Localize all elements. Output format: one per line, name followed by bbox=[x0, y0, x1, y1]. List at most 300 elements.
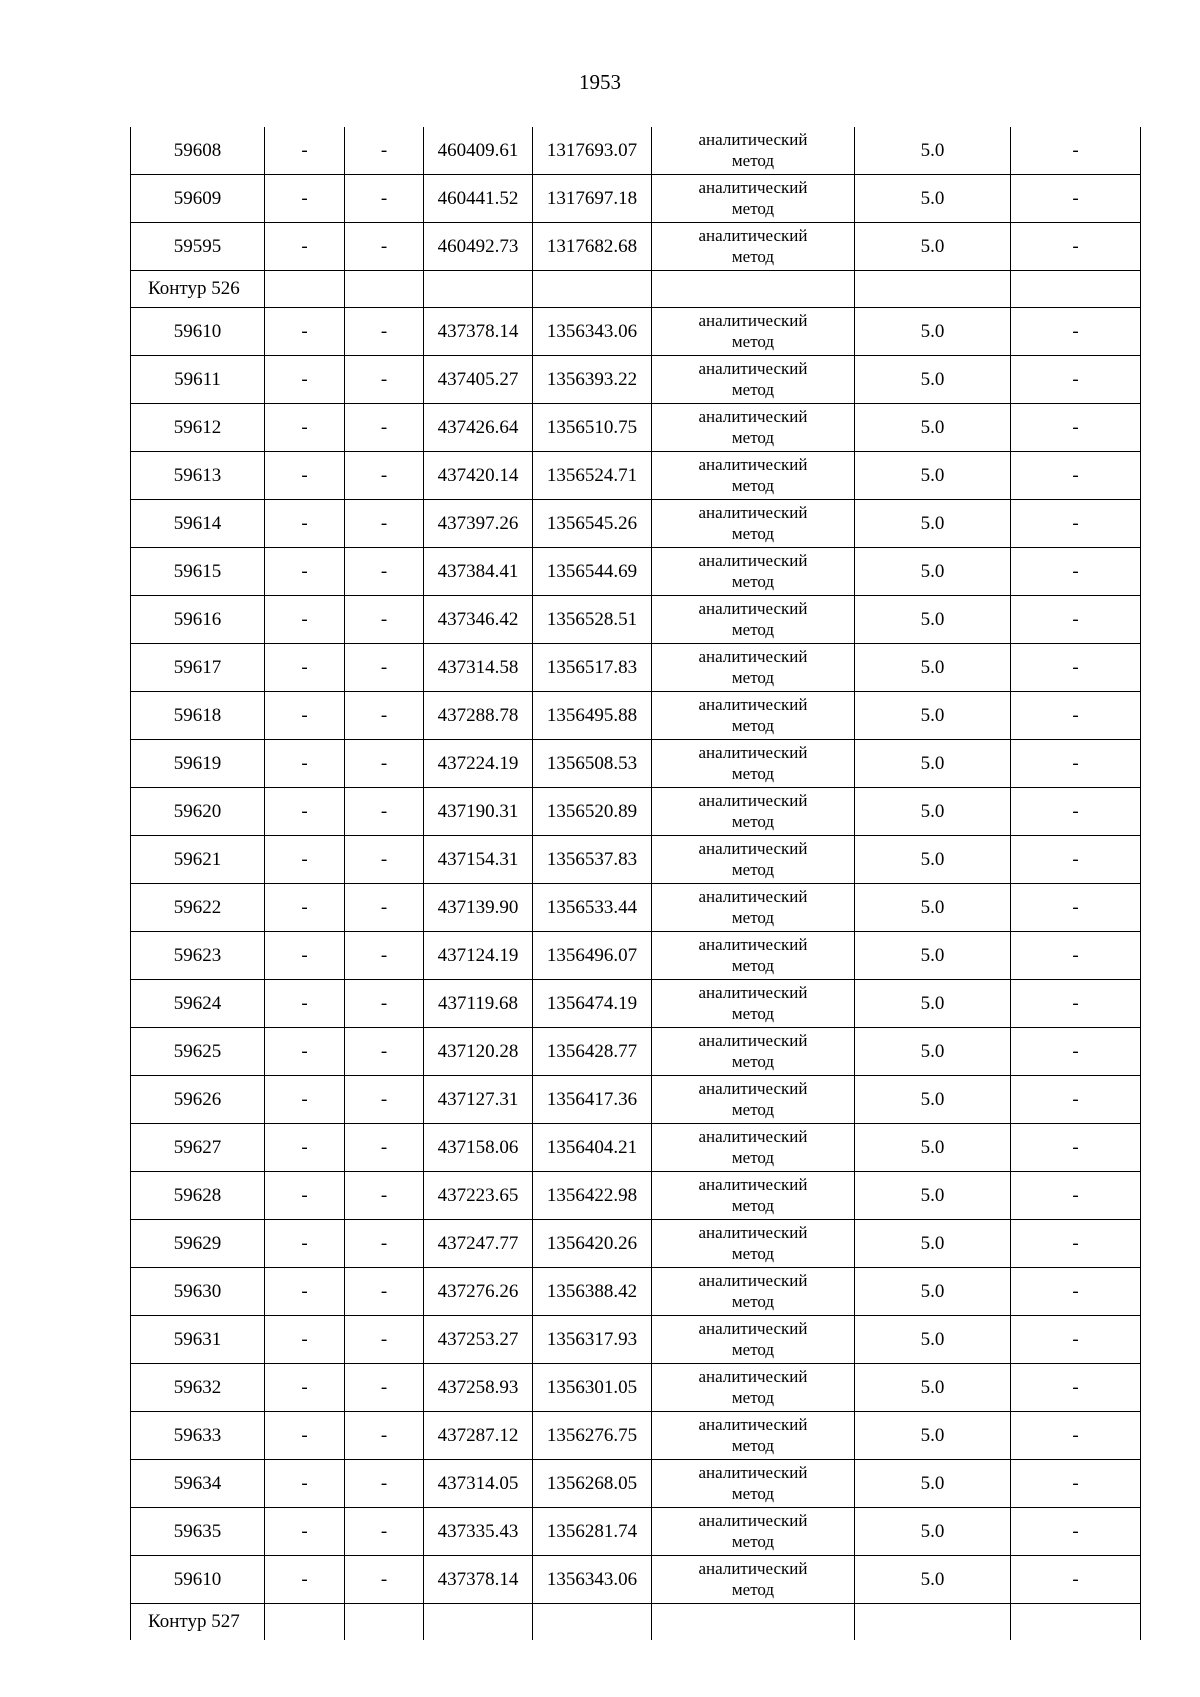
method-line: аналитический bbox=[698, 503, 808, 522]
table-row bbox=[131, 1172, 1141, 1220]
method-line: метод bbox=[731, 1052, 775, 1071]
method-line: метод bbox=[731, 428, 775, 447]
accuracy-cell: 5.0 bbox=[855, 1268, 1011, 1316]
y-coordinate-cell: 1356317.93 bbox=[533, 1316, 652, 1364]
column-3-cell: - bbox=[345, 404, 424, 452]
method-line: аналитический bbox=[698, 935, 808, 954]
column-8-cell: - bbox=[1011, 1172, 1141, 1220]
accuracy-cell: 5.0 bbox=[855, 644, 1011, 692]
method-line: метод bbox=[731, 1148, 775, 1167]
method-cell bbox=[652, 740, 855, 788]
method-line: аналитический bbox=[698, 1511, 808, 1530]
method-line: аналитический bbox=[698, 407, 808, 426]
point-number-cell: 59633 bbox=[131, 1412, 265, 1460]
column-2-cell: - bbox=[265, 223, 345, 271]
column-8-cell: - bbox=[1011, 980, 1141, 1028]
column-3-cell: - bbox=[345, 1220, 424, 1268]
method-cell bbox=[652, 223, 855, 271]
table-row bbox=[131, 404, 1141, 452]
column-2-cell: - bbox=[265, 1076, 345, 1124]
point-number-cell: 59615 bbox=[131, 548, 265, 596]
column-2-cell: - bbox=[265, 740, 345, 788]
column-8-cell: - bbox=[1011, 1364, 1141, 1412]
column-2-cell: - bbox=[265, 356, 345, 404]
column-8-cell: - bbox=[1011, 884, 1141, 932]
column-3-cell: - bbox=[345, 452, 424, 500]
y-coordinate-cell: 1356474.19 bbox=[533, 980, 652, 1028]
column-3-cell: - bbox=[345, 1268, 424, 1316]
method-line: метод bbox=[731, 1388, 775, 1407]
accuracy-cell: 5.0 bbox=[855, 308, 1011, 356]
column-2-cell: - bbox=[265, 548, 345, 596]
column-8-cell: - bbox=[1011, 932, 1141, 980]
accuracy-cell: 5.0 bbox=[855, 1172, 1011, 1220]
point-number-cell: 59635 bbox=[131, 1508, 265, 1556]
method-line: метод bbox=[731, 199, 775, 218]
method-line: аналитический bbox=[698, 599, 808, 618]
x-coordinate-cell: 437314.05 bbox=[424, 1460, 533, 1508]
method-line: метод bbox=[731, 476, 775, 495]
contour-row bbox=[131, 271, 1141, 308]
method-line: метод bbox=[731, 956, 775, 975]
y-coordinate-cell: 1356510.75 bbox=[533, 404, 652, 452]
table-row bbox=[131, 1556, 1141, 1604]
method-line: аналитический bbox=[698, 887, 808, 906]
table-row bbox=[131, 932, 1141, 980]
method-line: аналитический bbox=[698, 226, 808, 245]
y-coordinate-cell: 1356533.44 bbox=[533, 884, 652, 932]
table-row bbox=[131, 836, 1141, 884]
method-cell bbox=[652, 788, 855, 836]
column-2-cell: - bbox=[265, 932, 345, 980]
column-8-cell: - bbox=[1011, 1508, 1141, 1556]
table-row bbox=[131, 596, 1141, 644]
table-row bbox=[131, 1220, 1141, 1268]
column-2-cell: - bbox=[265, 1460, 345, 1508]
column-3-cell: - bbox=[345, 223, 424, 271]
column-8-cell: - bbox=[1011, 404, 1141, 452]
accuracy-cell: 5.0 bbox=[855, 1412, 1011, 1460]
column-3-cell: - bbox=[345, 175, 424, 223]
empty-cell bbox=[533, 1604, 652, 1641]
y-coordinate-cell: 1356495.88 bbox=[533, 692, 652, 740]
point-number-cell: 59622 bbox=[131, 884, 265, 932]
x-coordinate-cell: 437346.42 bbox=[424, 596, 533, 644]
method-line: аналитический bbox=[698, 743, 808, 762]
column-2-cell: - bbox=[265, 836, 345, 884]
y-coordinate-cell: 1356422.98 bbox=[533, 1172, 652, 1220]
column-3-cell: - bbox=[345, 788, 424, 836]
column-2-cell: - bbox=[265, 175, 345, 223]
method-line: метод bbox=[731, 1340, 775, 1359]
method-line: аналитический bbox=[698, 1319, 808, 1338]
method-line: метод bbox=[731, 332, 775, 351]
y-coordinate-cell: 1356268.05 bbox=[533, 1460, 652, 1508]
column-2-cell: - bbox=[265, 692, 345, 740]
method-cell bbox=[652, 1220, 855, 1268]
method-line: метод bbox=[731, 1436, 775, 1455]
x-coordinate-cell: 437397.26 bbox=[424, 500, 533, 548]
method-cell bbox=[652, 836, 855, 884]
table-row bbox=[131, 1268, 1141, 1316]
column-2-cell: - bbox=[265, 1508, 345, 1556]
y-coordinate-cell: 1317693.07 bbox=[533, 127, 652, 175]
empty-cell bbox=[345, 1604, 424, 1641]
method-cell bbox=[652, 1556, 855, 1604]
method-line: аналитический bbox=[698, 839, 808, 858]
accuracy-cell: 5.0 bbox=[855, 884, 1011, 932]
empty-cell bbox=[652, 271, 855, 308]
accuracy-cell: 5.0 bbox=[855, 1124, 1011, 1172]
column-2-cell: - bbox=[265, 1028, 345, 1076]
column-3-cell: - bbox=[345, 884, 424, 932]
method-cell bbox=[652, 452, 855, 500]
column-8-cell: - bbox=[1011, 1556, 1141, 1604]
x-coordinate-cell: 437139.90 bbox=[424, 884, 533, 932]
column-8-cell: - bbox=[1011, 596, 1141, 644]
method-cell bbox=[652, 1364, 855, 1412]
method-cell bbox=[652, 1124, 855, 1172]
y-coordinate-cell: 1356545.26 bbox=[533, 500, 652, 548]
method-cell bbox=[652, 644, 855, 692]
column-3-cell: - bbox=[345, 596, 424, 644]
method-line: аналитический bbox=[698, 791, 808, 810]
table-row bbox=[131, 1124, 1141, 1172]
point-number-cell: 59610 bbox=[131, 1556, 265, 1604]
method-cell bbox=[652, 932, 855, 980]
point-number-cell: 59627 bbox=[131, 1124, 265, 1172]
column-2-cell: - bbox=[265, 500, 345, 548]
x-coordinate-cell: 437405.27 bbox=[424, 356, 533, 404]
column-8-cell: - bbox=[1011, 740, 1141, 788]
column-2-cell: - bbox=[265, 884, 345, 932]
x-coordinate-cell: 437119.68 bbox=[424, 980, 533, 1028]
method-line: метод bbox=[731, 247, 775, 266]
column-2-cell: - bbox=[265, 1316, 345, 1364]
method-line: метод bbox=[731, 668, 775, 687]
x-coordinate-cell: 437288.78 bbox=[424, 692, 533, 740]
method-line: аналитический bbox=[698, 1271, 808, 1290]
point-number-cell: 59624 bbox=[131, 980, 265, 1028]
column-3-cell: - bbox=[345, 1556, 424, 1604]
x-coordinate-cell: 437287.12 bbox=[424, 1412, 533, 1460]
method-cell bbox=[652, 127, 855, 175]
x-coordinate-cell: 437378.14 bbox=[424, 308, 533, 356]
column-3-cell: - bbox=[345, 308, 424, 356]
y-coordinate-cell: 1356428.77 bbox=[533, 1028, 652, 1076]
y-coordinate-cell: 1317697.18 bbox=[533, 175, 652, 223]
accuracy-cell: 5.0 bbox=[855, 740, 1011, 788]
point-number-cell: 59617 bbox=[131, 644, 265, 692]
method-cell bbox=[652, 1460, 855, 1508]
method-line: метод bbox=[731, 764, 775, 783]
method-line: метод bbox=[731, 1244, 775, 1263]
empty-cell bbox=[345, 271, 424, 308]
x-coordinate-cell: 437253.27 bbox=[424, 1316, 533, 1364]
point-number-cell: 59614 bbox=[131, 500, 265, 548]
method-line: метод bbox=[731, 1004, 775, 1023]
accuracy-cell: 5.0 bbox=[855, 1076, 1011, 1124]
method-line: аналитический bbox=[698, 178, 808, 197]
column-3-cell: - bbox=[345, 1076, 424, 1124]
accuracy-cell: 5.0 bbox=[855, 1364, 1011, 1412]
point-number-cell: 59626 bbox=[131, 1076, 265, 1124]
column-2-cell: - bbox=[265, 1124, 345, 1172]
column-8-cell: - bbox=[1011, 308, 1141, 356]
method-line: метод bbox=[731, 908, 775, 927]
method-line: метод bbox=[731, 1100, 775, 1119]
empty-cell bbox=[855, 1604, 1011, 1641]
x-coordinate-cell: 437335.43 bbox=[424, 1508, 533, 1556]
y-coordinate-cell: 1356420.26 bbox=[533, 1220, 652, 1268]
empty-cell bbox=[424, 271, 533, 308]
empty-cell bbox=[265, 271, 345, 308]
method-line: аналитический bbox=[698, 1079, 808, 1098]
column-8-cell: - bbox=[1011, 788, 1141, 836]
point-number-cell: 59608 bbox=[131, 127, 265, 175]
column-3-cell: - bbox=[345, 692, 424, 740]
column-8-cell: - bbox=[1011, 644, 1141, 692]
column-8-cell: - bbox=[1011, 127, 1141, 175]
point-number-cell: 59616 bbox=[131, 596, 265, 644]
column-3-cell: - bbox=[345, 1316, 424, 1364]
accuracy-cell: 5.0 bbox=[855, 1460, 1011, 1508]
x-coordinate-cell: 437378.14 bbox=[424, 1556, 533, 1604]
table-row bbox=[131, 644, 1141, 692]
column-8-cell: - bbox=[1011, 548, 1141, 596]
point-number-cell: 59634 bbox=[131, 1460, 265, 1508]
x-coordinate-cell: 437426.64 bbox=[424, 404, 533, 452]
coordinates-table-body bbox=[131, 127, 1141, 1640]
empty-cell bbox=[855, 271, 1011, 308]
table-row bbox=[131, 884, 1141, 932]
point-number-cell: 59618 bbox=[131, 692, 265, 740]
table-row bbox=[131, 1076, 1141, 1124]
x-coordinate-cell: 460409.61 bbox=[424, 127, 533, 175]
page-number: 1953 bbox=[579, 70, 621, 94]
column-3-cell: - bbox=[345, 644, 424, 692]
column-8-cell: - bbox=[1011, 836, 1141, 884]
point-number-cell: 59620 bbox=[131, 788, 265, 836]
column-3-cell: - bbox=[345, 548, 424, 596]
method-line: метод bbox=[731, 1532, 775, 1551]
x-coordinate-cell: 437154.31 bbox=[424, 836, 533, 884]
table-row bbox=[131, 500, 1141, 548]
y-coordinate-cell: 1356544.69 bbox=[533, 548, 652, 596]
column-8-cell: - bbox=[1011, 692, 1141, 740]
column-3-cell: - bbox=[345, 836, 424, 884]
column-8-cell: - bbox=[1011, 1316, 1141, 1364]
method-line: метод bbox=[731, 860, 775, 879]
accuracy-cell: 5.0 bbox=[855, 404, 1011, 452]
point-number-cell: 59631 bbox=[131, 1316, 265, 1364]
column-3-cell: - bbox=[345, 127, 424, 175]
x-coordinate-cell: 460492.73 bbox=[424, 223, 533, 271]
column-3-cell: - bbox=[345, 740, 424, 788]
accuracy-cell: 5.0 bbox=[855, 788, 1011, 836]
point-number-cell: 59611 bbox=[131, 356, 265, 404]
y-coordinate-cell: 1356417.36 bbox=[533, 1076, 652, 1124]
table-row bbox=[131, 223, 1141, 271]
table-row bbox=[131, 175, 1141, 223]
x-coordinate-cell: 437384.41 bbox=[424, 548, 533, 596]
method-line: метод bbox=[731, 1484, 775, 1503]
column-8-cell: - bbox=[1011, 1412, 1141, 1460]
y-coordinate-cell: 1356281.74 bbox=[533, 1508, 652, 1556]
y-coordinate-cell: 1356537.83 bbox=[533, 836, 652, 884]
method-cell bbox=[652, 1028, 855, 1076]
y-coordinate-cell: 1356528.51 bbox=[533, 596, 652, 644]
method-line: аналитический bbox=[698, 1175, 808, 1194]
column-3-cell: - bbox=[345, 1172, 424, 1220]
method-cell bbox=[652, 1412, 855, 1460]
column-8-cell: - bbox=[1011, 356, 1141, 404]
x-coordinate-cell: 437314.58 bbox=[424, 644, 533, 692]
y-coordinate-cell: 1356393.22 bbox=[533, 356, 652, 404]
point-number-cell: 59609 bbox=[131, 175, 265, 223]
method-cell bbox=[652, 596, 855, 644]
y-coordinate-cell: 1356508.53 bbox=[533, 740, 652, 788]
method-line: аналитический bbox=[698, 311, 808, 330]
table-row bbox=[131, 1412, 1141, 1460]
y-coordinate-cell: 1356301.05 bbox=[533, 1364, 652, 1412]
table-row bbox=[131, 1508, 1141, 1556]
method-line: метод bbox=[731, 524, 775, 543]
point-number-cell: 59630 bbox=[131, 1268, 265, 1316]
accuracy-cell: 5.0 bbox=[855, 500, 1011, 548]
x-coordinate-cell: 437124.19 bbox=[424, 932, 533, 980]
method-cell bbox=[652, 308, 855, 356]
point-number-cell: 59621 bbox=[131, 836, 265, 884]
column-2-cell: - bbox=[265, 308, 345, 356]
column-3-cell: - bbox=[345, 1412, 424, 1460]
column-8-cell: - bbox=[1011, 1460, 1141, 1508]
point-number-cell: 59612 bbox=[131, 404, 265, 452]
column-8-cell: - bbox=[1011, 1028, 1141, 1076]
table-row bbox=[131, 980, 1141, 1028]
method-cell bbox=[652, 1076, 855, 1124]
empty-cell bbox=[265, 1604, 345, 1641]
column-2-cell: - bbox=[265, 788, 345, 836]
method-line: аналитический bbox=[698, 647, 808, 666]
method-cell bbox=[652, 1508, 855, 1556]
accuracy-cell: 5.0 bbox=[855, 692, 1011, 740]
contour-row bbox=[131, 1604, 1141, 1641]
y-coordinate-cell: 1356343.06 bbox=[533, 308, 652, 356]
accuracy-cell: 5.0 bbox=[855, 1028, 1011, 1076]
accuracy-cell: 5.0 bbox=[855, 596, 1011, 644]
point-number-cell: 59632 bbox=[131, 1364, 265, 1412]
column-2-cell: - bbox=[265, 980, 345, 1028]
empty-cell bbox=[533, 271, 652, 308]
column-2-cell: - bbox=[265, 1364, 345, 1412]
method-line: аналитический bbox=[698, 1415, 808, 1434]
point-number-cell: 59595 bbox=[131, 223, 265, 271]
table-row bbox=[131, 1460, 1141, 1508]
point-number-cell: 59623 bbox=[131, 932, 265, 980]
method-line: метод bbox=[731, 1580, 775, 1599]
column-2-cell: - bbox=[265, 596, 345, 644]
column-3-cell: - bbox=[345, 1364, 424, 1412]
table-row bbox=[131, 1364, 1141, 1412]
column-2-cell: - bbox=[265, 1268, 345, 1316]
column-3-cell: - bbox=[345, 980, 424, 1028]
x-coordinate-cell: 437223.65 bbox=[424, 1172, 533, 1220]
x-coordinate-cell: 437247.77 bbox=[424, 1220, 533, 1268]
column-8-cell: - bbox=[1011, 1076, 1141, 1124]
accuracy-cell: 5.0 bbox=[855, 932, 1011, 980]
x-coordinate-cell: 437224.19 bbox=[424, 740, 533, 788]
column-8-cell: - bbox=[1011, 223, 1141, 271]
x-coordinate-cell: 437190.31 bbox=[424, 788, 533, 836]
column-3-cell: - bbox=[345, 1028, 424, 1076]
x-coordinate-cell: 437158.06 bbox=[424, 1124, 533, 1172]
column-2-cell: - bbox=[265, 1556, 345, 1604]
method-cell bbox=[652, 1316, 855, 1364]
table-row bbox=[131, 356, 1141, 404]
accuracy-cell: 5.0 bbox=[855, 1220, 1011, 1268]
accuracy-cell: 5.0 bbox=[855, 1316, 1011, 1364]
x-coordinate-cell: 437420.14 bbox=[424, 452, 533, 500]
column-3-cell: - bbox=[345, 932, 424, 980]
method-cell bbox=[652, 356, 855, 404]
y-coordinate-cell: 1356524.71 bbox=[533, 452, 652, 500]
y-coordinate-cell: 1317682.68 bbox=[533, 223, 652, 271]
table-row bbox=[131, 1316, 1141, 1364]
method-line: метод bbox=[731, 1196, 775, 1215]
table-row bbox=[131, 452, 1141, 500]
method-line: аналитический bbox=[698, 1559, 808, 1578]
column-8-cell: - bbox=[1011, 1268, 1141, 1316]
method-line: аналитический bbox=[698, 551, 808, 570]
column-8-cell: - bbox=[1011, 175, 1141, 223]
accuracy-cell: 5.0 bbox=[855, 548, 1011, 596]
y-coordinate-cell: 1356343.06 bbox=[533, 1556, 652, 1604]
coordinates-table bbox=[130, 127, 1141, 1640]
point-number-cell: 59628 bbox=[131, 1172, 265, 1220]
accuracy-cell: 5.0 bbox=[855, 980, 1011, 1028]
column-8-cell: - bbox=[1011, 500, 1141, 548]
point-number-cell: 59625 bbox=[131, 1028, 265, 1076]
column-8-cell: - bbox=[1011, 1220, 1141, 1268]
method-line: метод bbox=[731, 812, 775, 831]
x-coordinate-cell: 460441.52 bbox=[424, 175, 533, 223]
table-row bbox=[131, 308, 1141, 356]
method-cell bbox=[652, 500, 855, 548]
column-2-cell: - bbox=[265, 452, 345, 500]
table-row bbox=[131, 788, 1141, 836]
column-3-cell: - bbox=[345, 1508, 424, 1556]
x-coordinate-cell: 437127.31 bbox=[424, 1076, 533, 1124]
method-cell bbox=[652, 404, 855, 452]
empty-cell bbox=[424, 1604, 533, 1641]
method-line: метод bbox=[731, 151, 775, 170]
table-row bbox=[131, 127, 1141, 175]
column-8-cell: - bbox=[1011, 1124, 1141, 1172]
y-coordinate-cell: 1356404.21 bbox=[533, 1124, 652, 1172]
method-line: аналитический bbox=[698, 1127, 808, 1146]
table-row bbox=[131, 1028, 1141, 1076]
table-row bbox=[131, 740, 1141, 788]
y-coordinate-cell: 1356276.75 bbox=[533, 1412, 652, 1460]
method-line: аналитический bbox=[698, 1367, 808, 1386]
column-2-cell: - bbox=[265, 404, 345, 452]
method-line: аналитический bbox=[698, 455, 808, 474]
method-line: аналитический bbox=[698, 695, 808, 714]
column-3-cell: - bbox=[345, 1460, 424, 1508]
accuracy-cell: 5.0 bbox=[855, 127, 1011, 175]
accuracy-cell: 5.0 bbox=[855, 356, 1011, 404]
